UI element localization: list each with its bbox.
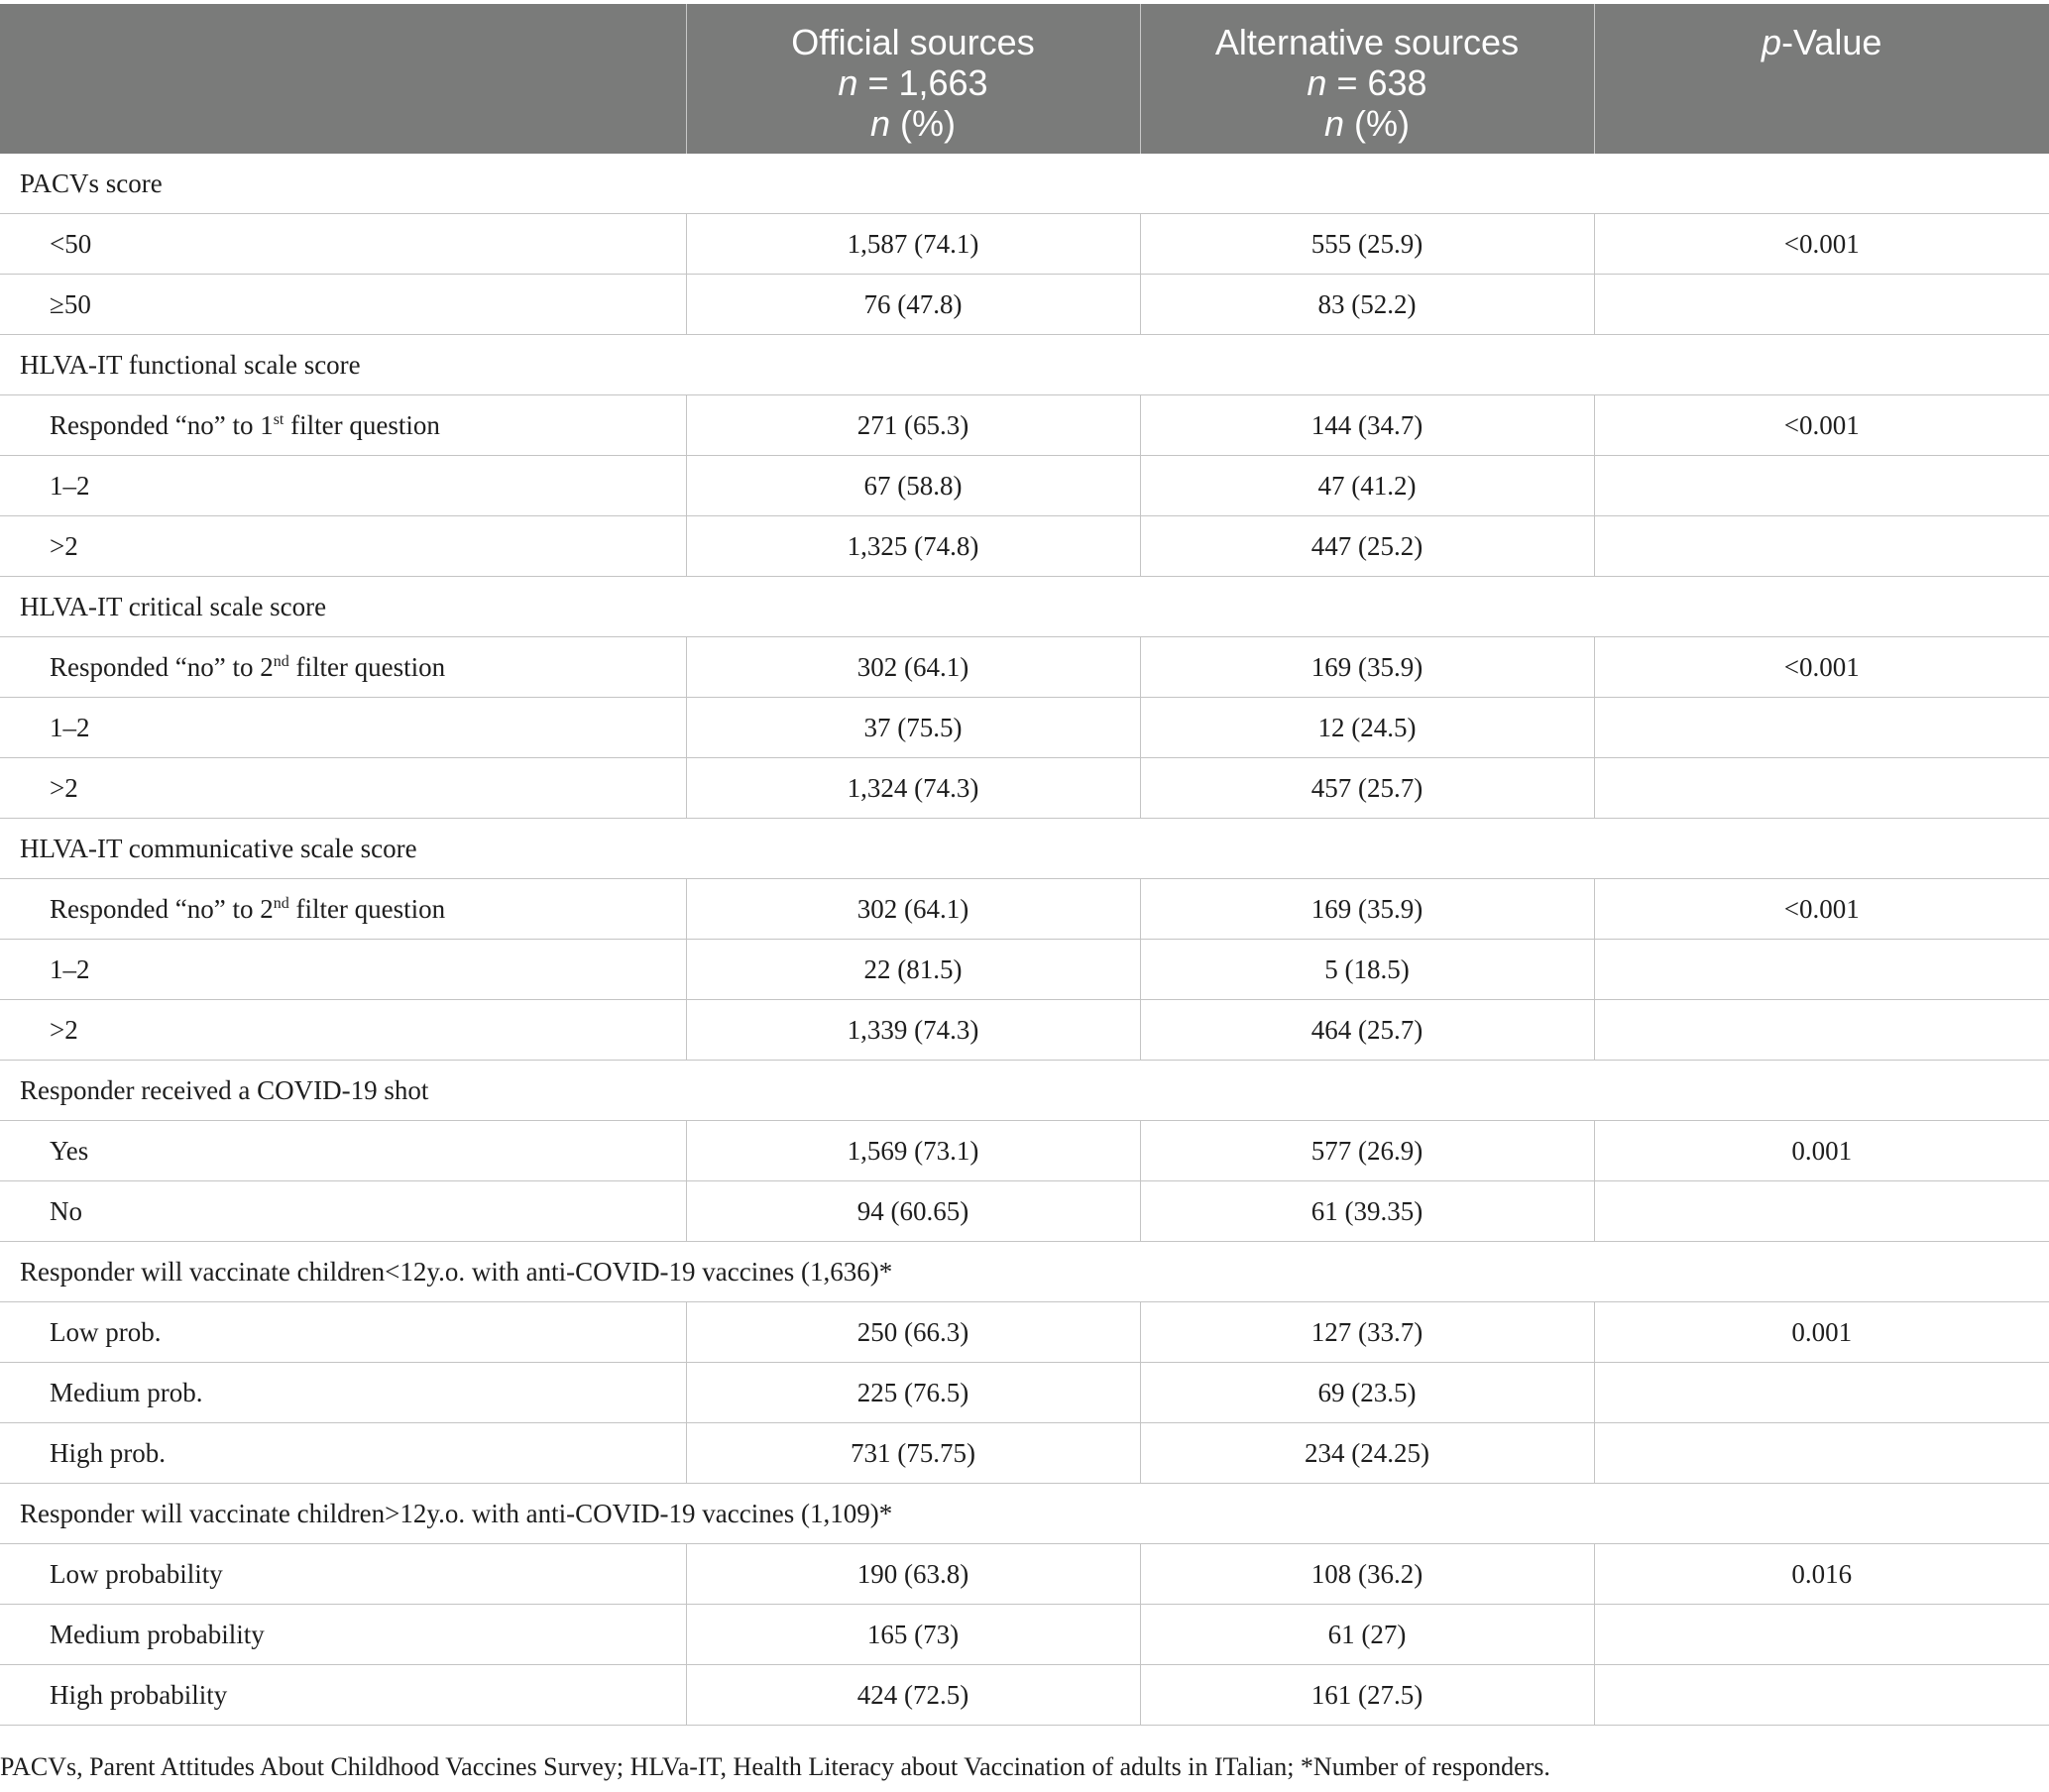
section-header-row xyxy=(0,1061,2049,1121)
table-row xyxy=(0,758,2049,819)
alternative-sources-cell: 169 (35.9) xyxy=(1140,879,1594,940)
alternative-sources-cell: 61 (27) xyxy=(1140,1605,1594,1665)
official-sources-cell: 1,587 (74.1) xyxy=(686,214,1140,275)
table-row xyxy=(0,1544,2049,1605)
p-value-cell xyxy=(1594,1363,2049,1423)
official-sources-cell: 22 (81.5) xyxy=(686,940,1140,1000)
header-alternative-title: Alternative sources xyxy=(1214,22,1520,62)
row-label: No xyxy=(0,1181,686,1242)
section-title: PACVs score xyxy=(0,154,2049,214)
section-title: HLVA-IT communicative scale score xyxy=(0,819,2049,879)
table-wrapper xyxy=(0,4,2049,1726)
p-value-cell xyxy=(1594,1605,2049,1665)
table-row xyxy=(0,275,2049,335)
p-value-cell xyxy=(1594,940,2049,1000)
official-sources-cell: 190 (63.8) xyxy=(686,1544,1140,1605)
table-row xyxy=(0,395,2049,456)
official-sources-cell: 731 (75.75) xyxy=(686,1423,1140,1484)
row-label: Medium probability xyxy=(0,1605,686,1665)
alternative-sources-cell: 555 (25.9) xyxy=(1140,214,1594,275)
alternative-sources-cell: 61 (39.35) xyxy=(1140,1181,1594,1242)
alternative-sources-cell: 83 (52.2) xyxy=(1140,275,1594,335)
alternative-sources-cell: 169 (35.9) xyxy=(1140,637,1594,698)
header-p-value: p-Value xyxy=(1594,4,2049,154)
header-official-title: Official sources xyxy=(791,22,1035,62)
row-label: >2 xyxy=(0,516,686,577)
row-label: Responded “no” to 1st filter question xyxy=(0,395,686,456)
table-header-row xyxy=(0,4,2049,154)
header-alternative-sources xyxy=(1140,4,1594,154)
p-value-cell xyxy=(1594,1665,2049,1726)
p-value-cell: 0.016 xyxy=(1594,1544,2049,1605)
p-value-cell xyxy=(1594,1181,2049,1242)
section-title: Responder will vaccinate children>12y.o. with anti-COVID-19 vaccines (1,109)* xyxy=(0,1484,2049,1544)
row-label: Low probability xyxy=(0,1544,686,1605)
alternative-sources-cell: 234 (24.25) xyxy=(1140,1423,1594,1484)
header-official-sources xyxy=(686,4,1140,154)
table-body xyxy=(0,154,2049,1726)
official-sources-cell: 302 (64.1) xyxy=(686,637,1140,698)
official-sources-cell: 1,569 (73.1) xyxy=(686,1121,1140,1181)
alternative-sources-cell: 144 (34.7) xyxy=(1140,395,1594,456)
header-official-pct: n (%) xyxy=(869,103,957,144)
official-sources-cell: 302 (64.1) xyxy=(686,879,1140,940)
official-sources-cell: 67 (58.8) xyxy=(686,456,1140,516)
row-label: High prob. xyxy=(0,1423,686,1484)
alternative-sources-cell: 69 (23.5) xyxy=(1140,1363,1594,1423)
row-label: Yes xyxy=(0,1121,686,1181)
alternative-sources-cell: 127 (33.7) xyxy=(1140,1302,1594,1363)
header-empty-cell xyxy=(0,4,686,154)
section-header-row xyxy=(0,1242,2049,1302)
p-value-cell xyxy=(1594,456,2049,516)
section-title: HLVA-IT critical scale score xyxy=(0,577,2049,637)
p-value-cell xyxy=(1594,516,2049,577)
p-value-cell xyxy=(1594,698,2049,758)
table-row xyxy=(0,1000,2049,1061)
table-row xyxy=(0,637,2049,698)
alternative-sources-cell: 464 (25.7) xyxy=(1140,1000,1594,1061)
alternative-sources-cell: 108 (36.2) xyxy=(1140,1544,1594,1605)
header-alternative-pct: n (%) xyxy=(1323,103,1411,144)
table-row xyxy=(0,698,2049,758)
official-sources-cell: 1,339 (74.3) xyxy=(686,1000,1140,1061)
p-value-cell xyxy=(1594,1423,2049,1484)
table-row xyxy=(0,879,2049,940)
header-alternative-n: n = 638 xyxy=(1307,62,1427,103)
row-label: >2 xyxy=(0,758,686,819)
alternative-sources-cell: 47 (41.2) xyxy=(1140,456,1594,516)
table-row xyxy=(0,1423,2049,1484)
table-row xyxy=(0,1302,2049,1363)
p-value-cell xyxy=(1594,758,2049,819)
row-label: 1–2 xyxy=(0,940,686,1000)
row-label: 1–2 xyxy=(0,698,686,758)
table-row xyxy=(0,214,2049,275)
row-label: Responded “no” to 2nd filter question xyxy=(0,637,686,698)
table-row xyxy=(0,1605,2049,1665)
table-row xyxy=(0,940,2049,1000)
alternative-sources-cell: 577 (26.9) xyxy=(1140,1121,1594,1181)
p-value-cell: <0.001 xyxy=(1594,214,2049,275)
official-sources-cell: 424 (72.5) xyxy=(686,1665,1140,1726)
section-header-row xyxy=(0,335,2049,395)
row-label: Medium prob. xyxy=(0,1363,686,1423)
row-label: 1–2 xyxy=(0,456,686,516)
p-value-cell: 0.001 xyxy=(1594,1302,2049,1363)
table-row xyxy=(0,1121,2049,1181)
row-label: Responded “no” to 2nd filter question xyxy=(0,879,686,940)
section-header-row xyxy=(0,1484,2049,1544)
official-sources-cell: 1,324 (74.3) xyxy=(686,758,1140,819)
results-table xyxy=(0,4,2049,1726)
alternative-sources-cell: 447 (25.2) xyxy=(1140,516,1594,577)
section-header-row xyxy=(0,154,2049,214)
official-sources-cell: 271 (65.3) xyxy=(686,395,1140,456)
row-label: Low prob. xyxy=(0,1302,686,1363)
official-sources-cell: 37 (75.5) xyxy=(686,698,1140,758)
table-row xyxy=(0,1181,2049,1242)
table-row xyxy=(0,456,2049,516)
row-label: High probability xyxy=(0,1665,686,1726)
section-title: Responder will vaccinate children<12y.o. with anti-COVID-19 vaccines (1,636)* xyxy=(0,1242,2049,1302)
alternative-sources-cell: 12 (24.5) xyxy=(1140,698,1594,758)
row-label: >2 xyxy=(0,1000,686,1061)
section-header-row xyxy=(0,819,2049,879)
section-title: HLVA-IT functional scale score xyxy=(0,335,2049,395)
p-value-cell: 0.001 xyxy=(1594,1121,2049,1181)
official-sources-cell: 1,325 (74.8) xyxy=(686,516,1140,577)
official-sources-cell: 165 (73) xyxy=(686,1605,1140,1665)
p-value-cell xyxy=(1594,275,2049,335)
official-sources-cell: 250 (66.3) xyxy=(686,1302,1140,1363)
table-footnote: PACVs, Parent Attitudes About Childhood Vaccines Survey; HLVa-IT, Health Literacy about Vaccination of adults in ITalian; *Number of responders. xyxy=(0,1752,1550,1781)
table-row xyxy=(0,1665,2049,1726)
official-sources-cell: 225 (76.5) xyxy=(686,1363,1140,1423)
row-label: <50 xyxy=(0,214,686,275)
row-label: ≥50 xyxy=(0,275,686,335)
section-title: Responder received a COVID-19 shot xyxy=(0,1061,2049,1121)
section-header-row xyxy=(0,577,2049,637)
alternative-sources-cell: 457 (25.7) xyxy=(1140,758,1594,819)
p-value-cell: <0.001 xyxy=(1594,879,2049,940)
p-value-cell: <0.001 xyxy=(1594,395,2049,456)
alternative-sources-cell: 161 (27.5) xyxy=(1140,1665,1594,1726)
official-sources-cell: 76 (47.8) xyxy=(686,275,1140,335)
alternative-sources-cell: 5 (18.5) xyxy=(1140,940,1594,1000)
p-value-cell: <0.001 xyxy=(1594,637,2049,698)
table-row xyxy=(0,1363,2049,1423)
p-value-cell xyxy=(1594,1000,2049,1061)
header-official-n: n = 1,663 xyxy=(838,62,988,103)
official-sources-cell: 94 (60.65) xyxy=(686,1181,1140,1242)
table-row xyxy=(0,516,2049,577)
